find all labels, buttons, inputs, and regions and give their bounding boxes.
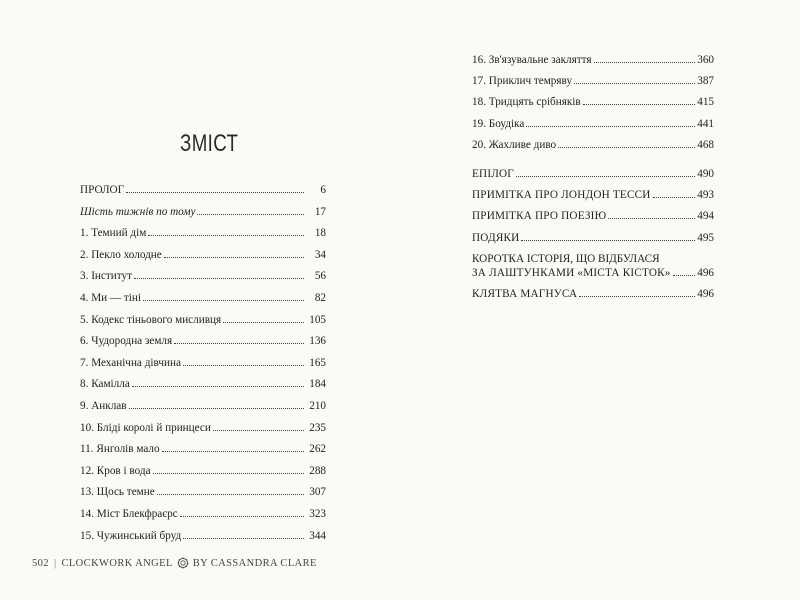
toc-entry[interactable] bbox=[80, 334, 326, 356]
toc-entry-multiline[interactable] bbox=[472, 252, 714, 287]
toc-entry-title: 2. Пекло холодне bbox=[80, 248, 162, 261]
toc-entry-title: Шість тижнів по тому bbox=[80, 205, 196, 218]
toc-list-left bbox=[80, 183, 326, 550]
toc-entry-title: 12. Кров і вода bbox=[80, 464, 151, 477]
toc-entry[interactable] bbox=[472, 188, 714, 209]
toc-entry-page: 17 bbox=[314, 205, 326, 218]
toc-entry-page: 344 bbox=[309, 529, 326, 542]
toc-entry-page: 441 bbox=[697, 117, 714, 130]
dot-leader bbox=[157, 494, 304, 495]
toc-entry[interactable] bbox=[80, 464, 326, 486]
dot-leader bbox=[183, 538, 304, 539]
toc-entry-page: 6 bbox=[320, 184, 326, 196]
dot-leader bbox=[164, 257, 304, 258]
toc-entry-page: 82 bbox=[314, 291, 326, 304]
dot-leader bbox=[148, 235, 304, 236]
toc-entry-title: 17. Приклич темряву bbox=[472, 75, 573, 88]
toc-entry-page: 235 bbox=[309, 421, 326, 434]
footer-separator: | bbox=[53, 557, 57, 569]
toc-entry-page: 307 bbox=[309, 486, 326, 499]
toc-entry[interactable] bbox=[80, 399, 326, 421]
toc-entry-page: 34 bbox=[314, 248, 326, 261]
toc-entry-page: 494 bbox=[697, 210, 714, 223]
toc-entry-title: ЕПІЛОГ bbox=[472, 167, 514, 180]
dot-leader bbox=[143, 300, 304, 301]
dot-leader bbox=[223, 322, 304, 323]
toc-entry-line2 bbox=[472, 266, 714, 287]
toc-entry[interactable] bbox=[80, 205, 326, 227]
toc-entry-title: 16. Зв'язувальне закляття bbox=[472, 54, 592, 66]
toc-entry-page: 184 bbox=[309, 378, 326, 391]
dot-leader bbox=[126, 192, 304, 193]
toc-entry[interactable] bbox=[80, 248, 326, 270]
toc-entry-title-line2: ЗА ЛАШТУНКАМИ «МІСТА КІСТОК» bbox=[472, 266, 671, 279]
toc-entry-title: ПРИМІТКА ПРО ЛОНДОН ТЕССИ bbox=[472, 189, 651, 202]
toc-entry[interactable] bbox=[472, 209, 714, 230]
toc-entry[interactable] bbox=[80, 442, 326, 464]
gear-emblem-icon bbox=[177, 557, 189, 569]
toc-entry-title: 1. Темний дім bbox=[80, 227, 147, 240]
toc-entry-title: 5. Кодекс тіньового мисливця bbox=[80, 313, 222, 326]
toc-entry-page: 496 bbox=[697, 287, 714, 300]
dot-leader bbox=[197, 214, 304, 215]
toc-entry-title: 18. Тридцять срібняків bbox=[472, 96, 581, 109]
toc-entry[interactable] bbox=[472, 138, 714, 159]
dot-leader bbox=[579, 296, 695, 297]
dot-leader bbox=[174, 343, 304, 344]
toc-entry-page: 323 bbox=[309, 507, 326, 520]
toc-entry[interactable] bbox=[80, 269, 326, 291]
toc-entry-title: КЛЯТВА МАГНУСА bbox=[472, 287, 578, 300]
dot-leader bbox=[594, 62, 696, 63]
toc-entry-page: 468 bbox=[697, 138, 714, 151]
toc-entry[interactable] bbox=[80, 183, 326, 205]
toc-entry-title: 14. Міст Блекфраєрс bbox=[80, 507, 178, 520]
toc-entry-title: 7. Механічна дівчина bbox=[80, 356, 181, 369]
author-name: BY CASSANDRA CLARE bbox=[192, 557, 317, 569]
dot-leader bbox=[521, 240, 695, 241]
toc-entry-page: 496 bbox=[697, 266, 714, 279]
toc-entry-page: 136 bbox=[309, 335, 326, 348]
toc-entry[interactable] bbox=[80, 356, 326, 378]
toc-entry-title: 6. Чудородна земля bbox=[80, 335, 173, 348]
toc-list-right bbox=[472, 53, 714, 308]
toc-entry[interactable] bbox=[80, 421, 326, 443]
toc-entry-title: 9. Анклав bbox=[80, 399, 127, 412]
toc-entry-page: 165 bbox=[309, 356, 326, 369]
dot-leader bbox=[574, 83, 695, 84]
toc-entry[interactable] bbox=[80, 313, 326, 335]
page-number: 502 bbox=[32, 557, 49, 569]
toc-entry[interactable] bbox=[472, 117, 714, 138]
dot-leader bbox=[516, 176, 695, 177]
toc-entry-page: 387 bbox=[697, 75, 714, 88]
toc-entry-title: 15. Чужинський бруд bbox=[80, 529, 182, 542]
toc-entry-title: 19. Боудіка bbox=[472, 117, 525, 130]
toc-entry-page: 493 bbox=[697, 189, 714, 202]
toc-entry-title: 8. Камілла bbox=[80, 378, 130, 391]
toc-entry-title: ПОДЯКИ bbox=[472, 231, 520, 244]
toc-entry-page: 105 bbox=[309, 313, 326, 326]
running-footer bbox=[32, 557, 317, 569]
dot-leader bbox=[162, 451, 304, 452]
toc-entry-title: 4. Ми — тіні bbox=[80, 291, 141, 304]
toc-entry[interactable] bbox=[472, 53, 714, 74]
dot-leader bbox=[583, 104, 696, 105]
toc-entry-page: 262 bbox=[309, 443, 326, 456]
toc-entry-title: ПРОЛОГ bbox=[80, 184, 125, 196]
toc-entry-title: 3. Інститут bbox=[80, 270, 132, 283]
toc-entry-title: 20. Жахливе диво bbox=[472, 138, 557, 151]
toc-entry[interactable] bbox=[472, 231, 714, 252]
toc-entry-title: 11. Янголів мало bbox=[80, 443, 160, 456]
dot-leader bbox=[132, 386, 304, 387]
toc-entry-page: 288 bbox=[309, 464, 326, 477]
toc-entry-page: 415 bbox=[697, 96, 714, 109]
toc-entry[interactable] bbox=[80, 507, 326, 529]
dot-leader bbox=[673, 275, 696, 276]
toc-entry-title: 13. Щось темне bbox=[80, 486, 155, 499]
dot-leader bbox=[526, 126, 695, 127]
toc-entry[interactable] bbox=[472, 167, 714, 188]
dot-leader bbox=[558, 147, 695, 148]
toc-entry-page: 495 bbox=[697, 231, 714, 244]
book-title: CLOCKWORK ANGEL bbox=[61, 557, 173, 569]
toc-entry-page: 210 bbox=[309, 399, 326, 412]
dot-leader bbox=[129, 408, 304, 409]
dot-leader bbox=[653, 197, 696, 198]
dot-leader bbox=[608, 218, 695, 219]
toc-entry[interactable] bbox=[80, 485, 326, 507]
toc-entry-title: ПРИМІТКА ПРО ПОЕЗІЮ bbox=[472, 210, 607, 223]
toc-entry-title-line1: КОРОТКА ІСТОРІЯ, ЩО ВІДБУЛАСЯ bbox=[472, 252, 660, 265]
dot-leader bbox=[180, 516, 304, 517]
toc-entry-title: 10. Бліді королі й принцеси bbox=[80, 421, 211, 434]
toc-entry[interactable] bbox=[472, 95, 714, 116]
toc-entry[interactable] bbox=[80, 226, 326, 248]
dot-leader bbox=[213, 430, 304, 431]
page-title: ЗМІСТ bbox=[180, 130, 239, 157]
toc-entry[interactable] bbox=[80, 529, 326, 551]
dot-leader bbox=[153, 473, 304, 474]
toc-entry-page: 18 bbox=[314, 227, 326, 240]
toc-entry-page: 56 bbox=[314, 270, 326, 283]
dot-leader bbox=[134, 278, 304, 279]
right-page bbox=[400, 0, 800, 600]
dot-leader bbox=[183, 365, 304, 366]
toc-entry[interactable] bbox=[80, 291, 326, 313]
toc-entry-page: 360 bbox=[697, 54, 714, 66]
toc-entry[interactable] bbox=[472, 287, 714, 308]
toc-entry-page: 490 bbox=[697, 167, 714, 180]
toc-entry[interactable] bbox=[80, 377, 326, 399]
toc-entry[interactable] bbox=[472, 74, 714, 95]
